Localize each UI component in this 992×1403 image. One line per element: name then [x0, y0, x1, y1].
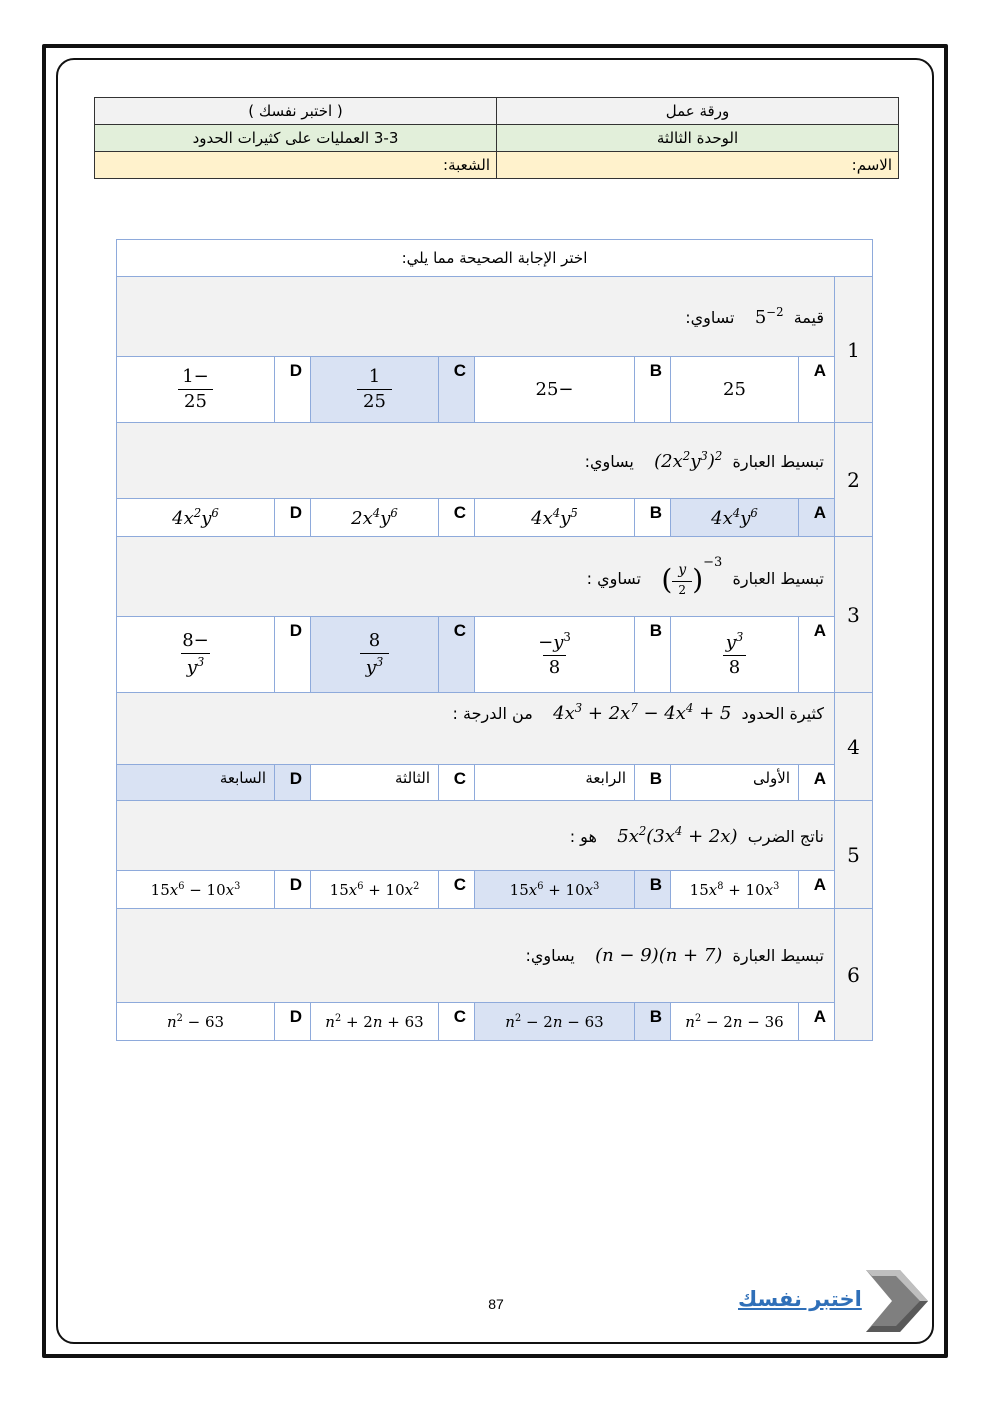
question-stem: ناتج الضرب $5x^2(3x^4 + 2x)$ هو :: [117, 801, 835, 871]
option-a[interactable]: $15x^8 + 10x^3$: [671, 871, 799, 909]
name-field[interactable]: الاسم:: [497, 152, 899, 179]
option-d[interactable]: $n^2 - 63$: [117, 1003, 275, 1041]
question-stem: تبسيط العبارة $(2x^2y^3)^2$ يساوي:: [117, 423, 835, 499]
question-number: 6: [835, 909, 873, 1041]
option-a-selected[interactable]: $4x^4y^6$: [671, 499, 799, 537]
option-c[interactable]: $2x^4y^6$: [311, 499, 439, 537]
question-stem: قيمة $5^{-2}$ تساوي:: [117, 277, 835, 357]
option-a[interactable]: 25: [671, 357, 799, 423]
option-a[interactable]: $\frac{y^3}{8}$: [671, 617, 799, 693]
questions-table: [116, 239, 873, 1041]
option-letter-c: C: [439, 765, 475, 801]
question-number: 3: [835, 537, 873, 693]
option-d[interactable]: $\frac{-8}{y^3}$: [117, 617, 275, 693]
question-number: 1: [835, 277, 873, 423]
option-b-selected[interactable]: $15x^6 + 10x^3$: [475, 871, 635, 909]
option-letter-b: B: [635, 617, 671, 693]
option-letter-d: D: [275, 1003, 311, 1041]
option-c[interactable]: $n^2 + 2n + 63$: [311, 1003, 439, 1041]
option-c[interactable]: الثالثة: [311, 765, 439, 801]
option-letter-d: D: [275, 765, 311, 801]
option-a[interactable]: $n^2 - 2n - 36$: [671, 1003, 799, 1041]
option-c-selected[interactable]: $\frac{8}{y^3}$: [311, 617, 439, 693]
option-letter-c: C: [439, 871, 475, 909]
question-number: 5: [835, 801, 873, 909]
option-d[interactable]: $\frac{-1}{25}$: [117, 357, 275, 423]
option-letter-b: B: [635, 499, 671, 537]
option-d[interactable]: $4x^2y^6$: [117, 499, 275, 537]
option-letter-a: A: [799, 1003, 835, 1041]
lesson-label: 3-3 العمليات على كثيرات الحدود: [95, 125, 497, 152]
unit-label: الوحدة الثالثة: [497, 125, 899, 152]
option-letter-d: D: [275, 617, 311, 693]
option-d[interactable]: $15x^6 - 10x^3$: [117, 871, 275, 909]
worksheet-label: ورقة عمل: [497, 98, 899, 125]
page-number: 87: [488, 1296, 504, 1312]
option-b[interactable]: −25: [475, 357, 635, 423]
option-letter-a: A: [799, 765, 835, 801]
test-yourself-label: ( اختبر نفسك ): [95, 98, 497, 125]
option-letter-b: B: [635, 765, 671, 801]
option-letter-b: B: [635, 871, 671, 909]
option-letter-d: D: [275, 499, 311, 537]
question-number: 4: [835, 693, 873, 801]
worksheet-header: [94, 97, 899, 179]
option-c-selected[interactable]: $\frac{1}{25}$: [311, 357, 439, 423]
question-number: 2: [835, 423, 873, 537]
option-c[interactable]: $15x^6 + 10x^2$: [311, 871, 439, 909]
option-letter-a: A: [799, 871, 835, 909]
option-letter-d: D: [275, 871, 311, 909]
option-b[interactable]: $\frac{-y^3}{8}$: [475, 617, 635, 693]
option-letter-b: B: [635, 1003, 671, 1041]
option-letter-a: A: [799, 357, 835, 423]
option-letter-a: A: [799, 617, 835, 693]
chevron-right-icon: [862, 1268, 930, 1334]
option-letter-c: C: [439, 1003, 475, 1041]
option-letter-a: A: [799, 499, 835, 537]
option-letter-c: C: [439, 499, 475, 537]
option-b[interactable]: الرابعة: [475, 765, 635, 801]
option-letter-c: C: [439, 617, 475, 693]
section-field[interactable]: الشعبة:: [95, 152, 497, 179]
option-b[interactable]: $4x^4y^5$: [475, 499, 635, 537]
instruction: اختر الإجابة الصحيحة مما يلي:: [117, 240, 873, 277]
question-stem: تبسيط العبارة ( $\frac{y}{2}$ )$^{-3}$ تساوي :: [117, 537, 835, 617]
test-yourself-link[interactable]: اختبر نفسك: [738, 1287, 862, 1311]
option-b-selected[interactable]: $n^2 - 2n - 63$: [475, 1003, 635, 1041]
question-stem: تبسيط العبارة (n − 9)(n + 7) يساوي:: [117, 909, 835, 1003]
option-d-selected[interactable]: السابعة: [117, 765, 275, 801]
option-letter-d: D: [275, 357, 311, 423]
option-letter-c: C: [439, 357, 475, 423]
question-stem: كثيرة الحدود $4x^3 + 2x^7 - 4x^4 + 5$ من الدرجة :: [117, 693, 835, 765]
option-a[interactable]: الأولى: [671, 765, 799, 801]
option-letter-b: B: [635, 357, 671, 423]
